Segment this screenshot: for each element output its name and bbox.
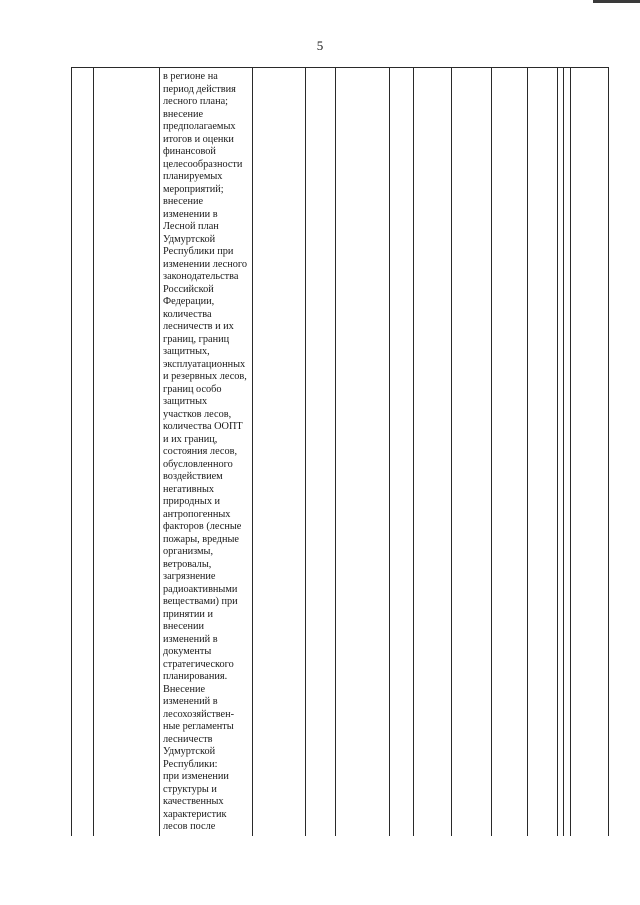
description-line: мероприятий; bbox=[163, 183, 224, 195]
description-line: период действия bbox=[163, 83, 236, 95]
description-line: лесничеств и их bbox=[163, 321, 234, 332]
description-line: принятии и bbox=[163, 608, 214, 620]
column-divider bbox=[570, 67, 571, 836]
description-line: границ особо bbox=[163, 383, 222, 395]
description-line: и их границ, bbox=[163, 433, 218, 445]
description-line: количества ООПТ bbox=[163, 421, 243, 432]
description-line: предполагаемых bbox=[163, 121, 236, 132]
description-line: лесохозяйствен- bbox=[163, 708, 235, 720]
corner-scan-mark bbox=[593, 0, 640, 3]
column-divider bbox=[389, 67, 390, 836]
description-line: состояния лесов, bbox=[163, 446, 238, 457]
description-line: качественных bbox=[163, 796, 224, 807]
description-line: лесов после bbox=[163, 821, 216, 832]
description-line: Удмуртской bbox=[163, 233, 216, 245]
description-line: воздействием bbox=[163, 471, 223, 482]
description-line: документы bbox=[163, 646, 212, 657]
description-line: лесничеств bbox=[163, 733, 213, 745]
description-line: Удмуртской bbox=[163, 746, 216, 757]
description-line: защитных bbox=[163, 396, 208, 407]
column-divider bbox=[335, 67, 336, 836]
description-line: внесение bbox=[163, 196, 204, 207]
description-line: загрязнение bbox=[163, 571, 216, 582]
description-line: изменений в bbox=[163, 633, 218, 645]
column-divider bbox=[252, 67, 253, 836]
description-line: законодательства bbox=[163, 271, 239, 282]
description-line: планирования. bbox=[163, 671, 228, 682]
description-line: итогов и оценки bbox=[163, 133, 234, 145]
description-line: внесение bbox=[163, 108, 204, 120]
description-line: Республики: bbox=[163, 758, 218, 770]
description-line: обусловленного bbox=[163, 458, 233, 470]
column-divider bbox=[93, 67, 94, 836]
description-line: ветровалы, bbox=[163, 558, 212, 570]
description-line: в регионе на bbox=[163, 71, 218, 82]
description-line: защитных, bbox=[163, 346, 210, 357]
description-line: организмы, bbox=[163, 546, 214, 557]
description-cell bbox=[163, 71, 251, 834]
description-line: лесного плана; bbox=[163, 96, 229, 107]
description-line: финансовой bbox=[163, 146, 216, 157]
description-line: целесообразности bbox=[163, 158, 243, 170]
description-line: изменении в bbox=[163, 208, 218, 220]
description-line: характеристик bbox=[163, 808, 227, 820]
description-line: планируемых bbox=[163, 171, 223, 182]
description-line: антропогенных bbox=[163, 508, 231, 520]
description-line: участков лесов, bbox=[163, 408, 232, 420]
description-line: стратегического bbox=[163, 658, 234, 670]
description-line: пожары, вредные bbox=[163, 533, 239, 545]
description-line: ные регламенты bbox=[163, 721, 234, 732]
description-line: Федерации, bbox=[163, 296, 215, 307]
description-line: эксплуатационных bbox=[163, 358, 246, 370]
description-line: внесении bbox=[163, 621, 204, 632]
description-line: изменении лесного bbox=[163, 258, 248, 270]
column-divider bbox=[413, 67, 414, 836]
description-line: границ, границ bbox=[163, 333, 230, 345]
description-line: веществами) при bbox=[163, 596, 238, 607]
column-divider bbox=[159, 67, 160, 836]
column-divider bbox=[491, 67, 492, 836]
description-line: Лесной план bbox=[163, 221, 219, 232]
column-divider bbox=[527, 67, 528, 836]
table-frame bbox=[71, 67, 609, 836]
description-line: Внесение bbox=[163, 683, 206, 695]
page-number: 5 bbox=[316, 38, 324, 53]
column-divider bbox=[557, 67, 558, 836]
description-line: Республики при bbox=[163, 246, 234, 257]
description-line: природных и bbox=[163, 496, 221, 507]
description-line: факторов (лесные bbox=[163, 521, 242, 532]
description-line: и резервных лесов, bbox=[163, 371, 247, 382]
description-line: количества bbox=[163, 308, 212, 320]
description-line: структуры и bbox=[163, 783, 217, 795]
description-line: радиоактивными bbox=[163, 583, 238, 595]
column-divider bbox=[305, 67, 306, 836]
column-divider bbox=[451, 67, 452, 836]
column-divider bbox=[563, 67, 564, 836]
description-line: при изменении bbox=[163, 771, 229, 782]
description-line: Российской bbox=[163, 283, 214, 295]
description-line: изменений в bbox=[163, 696, 218, 707]
description-line: негативных bbox=[163, 483, 215, 495]
